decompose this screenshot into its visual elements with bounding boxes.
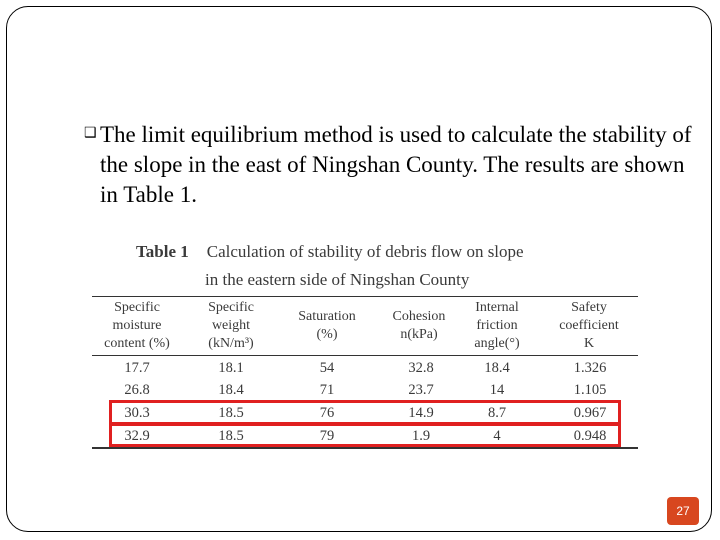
- highlight-box-row-4: [109, 423, 621, 447]
- cell-safety: 1.105: [573, 382, 607, 398]
- cell-friction: 18.4: [484, 360, 510, 376]
- table-row: [92, 379, 638, 401]
- cell-cohesion: 23.7: [408, 382, 434, 398]
- hollow-square-bullet-icon: ❑: [84, 126, 97, 141]
- cell-cohesion: 32.8: [408, 360, 434, 376]
- cell-moisture: 30.3: [124, 405, 150, 421]
- page-number-badge: 27: [667, 497, 699, 525]
- table-row: [92, 357, 638, 379]
- bullet-text: The limit equilibrium method is used to calculate the stability of the slope in the east of Ningshan County. The results are shown in Table 1.: [100, 122, 692, 207]
- header-moisture: Specific moisture content (%): [104, 300, 170, 351]
- header-friction: Internal friction angle(°): [474, 300, 520, 351]
- cell-safety: 1.326: [573, 360, 607, 376]
- cell-weight: 18.4: [218, 382, 244, 398]
- cell-friction: 14: [489, 382, 505, 398]
- table-caption: [136, 238, 524, 266]
- cell-safety: 0.948: [573, 428, 607, 444]
- table-label: Table 1: [136, 242, 189, 261]
- cell-moisture: 26.8: [124, 382, 150, 398]
- cell-weight: 18.5: [218, 428, 244, 444]
- cell-cohesion: 14.9: [408, 405, 434, 421]
- cell-safety: 0.967: [573, 405, 607, 421]
- cell-friction: 8.7: [487, 405, 507, 421]
- header-saturation: Saturation (%): [298, 309, 356, 342]
- table-top-rule: [92, 296, 638, 297]
- cell-saturation: 76: [319, 405, 335, 421]
- cell-friction: 4: [493, 428, 501, 444]
- cell-weight: 18.1: [218, 360, 244, 376]
- cell-moisture: 17.7: [124, 360, 150, 376]
- cell-moisture: 32.9: [124, 428, 150, 444]
- table-image: [92, 236, 638, 452]
- table-title-line1: Calculation of stability of debris flow on slope: [206, 242, 524, 261]
- cell-saturation: 79: [319, 428, 335, 444]
- cell-weight: 18.5: [218, 405, 244, 421]
- cell-saturation: 71: [319, 382, 335, 398]
- highlight-box-row-3: [109, 400, 621, 425]
- table-title-line2: in the eastern side of Ningshan County: [205, 270, 470, 289]
- cell-cohesion: 1.9: [411, 428, 431, 444]
- header-rule: [92, 355, 638, 356]
- header-weight: Specific weight (kN/m³): [208, 300, 254, 351]
- table-bottom-rule: [92, 447, 638, 449]
- header-cohesion: Cohesion n(kPa): [392, 309, 446, 342]
- header-safety: Safety coefficient K: [559, 300, 619, 351]
- cell-saturation: 54: [319, 360, 335, 376]
